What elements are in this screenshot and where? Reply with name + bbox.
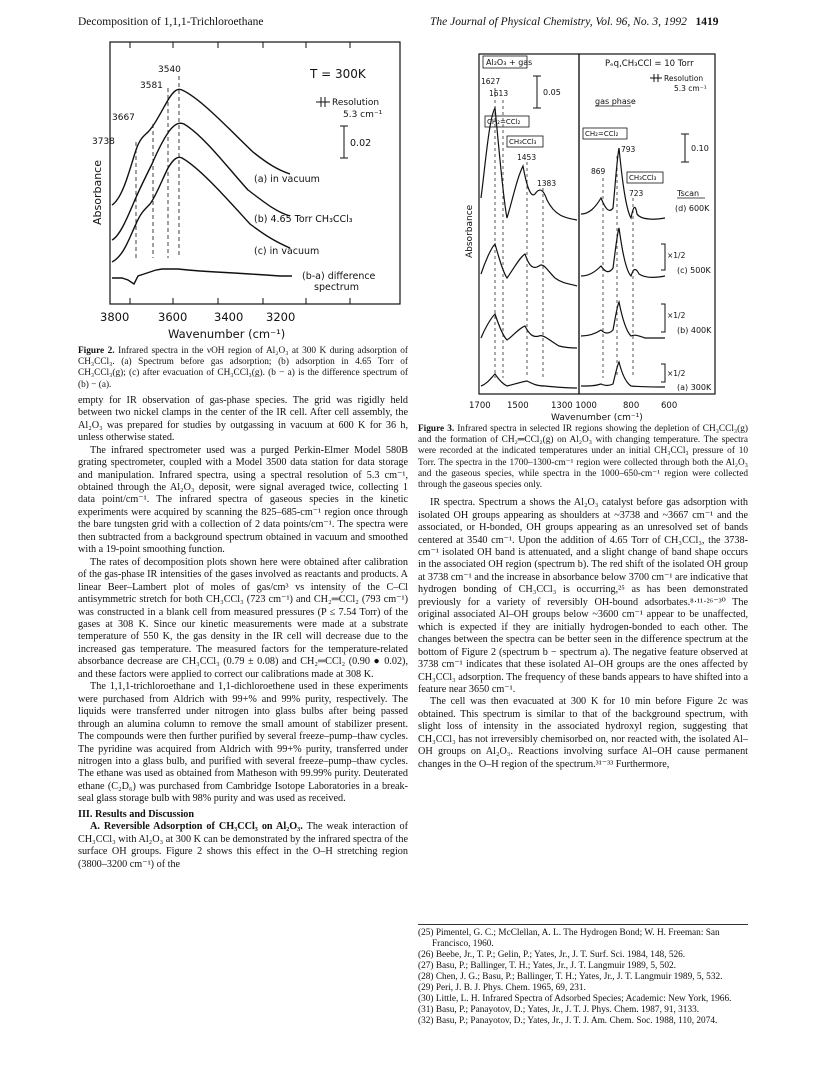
fig3-species-4: CH₃CCl₃ <box>629 174 657 182</box>
reference-26: (26) Beebe, Jr., T. P.; Gelin, P.; Yates, Jr., J. T. Surf. Sci. 1984, 148, 526. <box>418 950 686 960</box>
fig3-scale-bar-2 <box>681 134 689 162</box>
figure-3-spectra <box>455 48 745 448</box>
fig2-peak-markers <box>136 76 179 258</box>
fig3-resolution-label: Resolution <box>664 74 704 83</box>
fig3-right-trace-d <box>581 148 665 219</box>
fig3-scale-bar-1 <box>533 76 541 108</box>
fig3-multiplier-brackets <box>661 244 665 382</box>
fig2-scale-value: 0.02 <box>350 138 372 149</box>
fig3-right-spectra <box>581 148 665 387</box>
fig3-mult-c: ×1/2 <box>667 251 686 260</box>
figure-3-caption-text: Infrared spectra in selected IR regions showing the depletion of CH₃CCl₃(g) and the formation of CH₂═CCl₂(g) on Al₂O₃ with changing temperature. The spectra were recorded at the indicated temperatures under an initial CH₃CCl₃ pressure of 10 Torr. The spectra in the 1700–1300-cm⁻¹ region were collected through both the Al₂O₃ and the gaseous species, while spectra in the 1000–650-cm⁻¹ region were collected through the gaseous species only. <box>418 424 748 491</box>
fig2-peak-3581: 3581 <box>140 81 163 91</box>
fig2-ylabel: Absorbance <box>91 159 104 225</box>
reference-30: (30) Little, L. H. Infrared Spectra of Adsorbed Species; Academic: New York, 1966. <box>418 994 732 1004</box>
right-paragraph-2: The cell was then evacuated at 300 K for 10 min before Figure 2c was obtained. This spectrum is similar to that of the background spectrum, with slight loss of intensity in the associated hydroxyl region, suggesting that CH₃CCl₃ has not irreversibly chemisorbed on, nor reacted with, the isolated Al–OH groups on Al₂O₃. Reactions involving surface Al–OH cause permanent changes in the O–H region of the spectrum.³¹⁻³³ Furthermore, <box>418 696 748 770</box>
page-number: 1419 <box>695 16 719 28</box>
fig3-xtick-1300-1000: 1300 1000 <box>551 401 597 411</box>
right-paragraph-1: IR spectra. Spectrum a shows the Al₂O₃ catalyst before gas adsorption with isolated OH groups appearing as shoulders at ~3738 and ~3667 cm⁻¹ and the associated, or H-bonded, OH groups appearing as an unresolved set of bands centered at 3540 cm⁻¹. Upon the addition of 4.65 Torr of CH₃CCl₃, the 3738-cm⁻¹ isolated OH band is attenuated, and a slight change of band shape occurs in the associated OH region (spectrum b). The red shift of the isolated OH group at 3738 cm⁻¹ and the increase in absorbance below 3700 cm⁻¹ are indicative that hydrogen bonding of CH₃CCl₃ is occurring,²⁵ as has been demonstrated previously for a variety of reversibly OH-bound adsorbates.⁸·¹¹·²⁶⁻³⁰ The original associated Al–OH groups below ~3600 cm⁻¹ appear to be unaffected, which is expected if they are initially hydrogen-bonded to each other. The changes between the spectra can be better seen in the difference spectrum at the bottom of Figure 2 (spectrum b − spectrum a). The negative feature observed at 3738 cm⁻¹ indicates that these isolated Al–OH groups are the ones affected by CH₃CCl₃ adsorption. The frequency of these bands appears to have shifted into a feature near 3650 cm⁻¹. <box>418 497 749 696</box>
fig3-left-trace-c <box>481 244 577 286</box>
fig3-peak-793: 793 <box>621 145 636 154</box>
fig3-scale-2: 0.10 <box>691 144 709 153</box>
fig2-temperature: T = 300K <box>310 67 366 81</box>
left-paragraph-5-text: The weak interaction of CH₃CCl₃ with Al₂O₃ at 300 K can be demonstrated by the infrared spectra of the surface OH groups. Figure 2 shows this effect in the O–H stretching region (3800–3200 cm⁻¹) of the <box>78 821 408 870</box>
fig2-top-ticks <box>130 42 350 304</box>
fig3-peak-1627: 1627 <box>481 77 501 86</box>
fig3-trace-label-d: (d) 600K <box>675 204 710 213</box>
fig3-left-spectra <box>481 108 577 388</box>
references-rule <box>418 924 748 925</box>
fig3-right-trace-b <box>581 302 665 338</box>
figure-2-spectra <box>78 40 408 340</box>
fig3-ylabel: Absorbance <box>465 204 475 258</box>
fig3-right-trace-c <box>581 228 665 277</box>
fig3-peak-1613: 1613 <box>489 89 509 98</box>
fig2-xtick-3800: 3800 <box>100 310 130 324</box>
fig3-species-3: CH₂=CCl₂ <box>585 130 619 138</box>
fig3-trace-label-a: (a) 300K <box>677 383 712 392</box>
fig2-label-c: (c) in vacuum <box>254 246 320 257</box>
fig3-box-label: Al₂O₃ + gas <box>486 58 533 67</box>
fig3-peak-869: 869 <box>591 167 606 176</box>
reference-27: (27) Basu, P.; Ballinger, T. H.; Yates, Jr., J. T. Langmuir 1989, 5, 502. <box>418 961 676 971</box>
section-heading: III. Results and Discussion <box>78 808 195 820</box>
fig2-scale-bar <box>340 126 348 158</box>
fig2-peak-3738: 3738 <box>92 137 115 147</box>
fig2-spectrum-difference <box>112 269 292 284</box>
fig2-label-a: (a) in vacuum <box>254 174 320 185</box>
fig3-peak-1453: 1453 <box>517 153 537 162</box>
fig3-resolution-icon <box>650 74 662 82</box>
figure-3-caption <box>418 424 748 491</box>
fig2-peak-3667: 3667 <box>112 113 135 123</box>
references <box>418 928 748 1027</box>
figure-3 <box>455 48 745 448</box>
fig3-peak-1383: 1383 <box>537 179 557 188</box>
fig3-right-trace-a <box>581 362 665 387</box>
left-paragraph-4: The 1,1,1-trichloroethane and 1,1-dichloroethene used in these experiments were purchased from Aldrich with 99+% and 99% purity, respectively. The liquids were transferred under nitrogen into glass bulbs after being passed through an alumina column to remove the small amount of stabilizer present. The compounds were then further purified by several freeze–pump–thaw cycles. The pyridine was acquired from Aldrich with 99+% purity, transferred under nitrogen into a glass bulb, and purified with several freeze–pump–thaw cycles. The ethane was used as obtained from Matheson with 99.99% purity. Deuterated ethane (C₂D₆) was purchased from Cambridge Isotope Laboratories in a break-seal glass storage bulb with 98% purity and was used as received. <box>78 681 408 805</box>
fig2-xtick-3200: 3200 <box>266 310 296 324</box>
fig2-resolution-icon <box>316 97 330 107</box>
fig3-peq: Pₑq,CH₃CCl = 10 Torr <box>605 59 694 69</box>
figure-2-caption-label: Figure 2. <box>78 346 115 356</box>
fig2-spectrum-a <box>112 89 290 205</box>
right-column <box>418 424 748 771</box>
reference-28: (28) Chen, J. G.; Basu, P.; Ballinger, T. H.; Yates, Jr., J. T. Langmuir 1989, 5, 532. <box>418 972 723 982</box>
fig3-species-2: CH₃CCl₃ <box>509 138 537 146</box>
fig3-mult-b: ×1/2 <box>667 311 686 320</box>
running-header-journal <box>430 16 718 28</box>
fig3-frame-left <box>479 54 579 394</box>
subsection-heading: A. Reversible Adsorption of CH₃CCl₃ on Al₂O₃. <box>90 821 303 833</box>
fig2-label-b: (b) 4.65 Torr CH₃CCl₃ <box>254 214 353 225</box>
fig3-resolution-value: 5.3 cm⁻¹ <box>674 84 707 93</box>
left-paragraph-3: The rates of decomposition plots shown here were obtained after calibration of the gas-phase IR intensities of the gases involved as reactants and products. A linear Beer–Lambert plot of moles of gas/cm³ vs intensity of the C–Cl antisymmetric stretch for both CH₃CCl₃ (723 cm⁻¹) and CH₂═CCl₂ (793 cm⁻¹) was constructed in a blank cell from measured pressures (P ≤ 7.54 Torr) of the gases at 308 K. Since our kinetic measurements were made at a substrate temperature of 550 K, the gas density in the IR cell will decrease due to the increased gas temperature. The measured factors for the temperature-related absorbance decrease are CH₃CCl₃ (0.79 ± 0.08) and CH₂═CCl₂ (0.90 ● 0.02), and these factors were applied to correct our calibrations made at 308 K. <box>78 556 408 680</box>
reference-31: (31) Basu, P.; Panayotov, D.; Yates, Jr., J. T. J. Phys. Chem. 1987, 91, 3133. <box>418 1005 700 1015</box>
reference-25: (25) Pimentel, G. C.; McClellan, A. L. The Hydrogen Bond; W. H. Freeman: San Francisco, 1960. <box>418 928 720 949</box>
fig2-xtick-3400: 3400 <box>214 310 244 324</box>
fig3-xtick-600: 600 <box>661 401 678 411</box>
fig3-xtick-800: 800 <box>623 401 640 411</box>
figure-2-caption <box>78 346 408 391</box>
left-paragraph-2: The infrared spectrometer used was a purged Perkin-Elmer Model 580B grating spectrometer, coupled with a Model 3500 data station for data storage and manipulation. Infrared spectra, using a spectral resolution of 5.3 cm⁻¹, obtained through the Al₂O₃ deposit, were signal averaged twice, collecting 1 data point/cm⁻¹. The infrared spectra of gaseous species in the kinetic experiments were acquired by scanning the 825–685-cm⁻¹ region once through the bare tungsten grid with a collection of 2 data points/cm⁻¹. The spectra were then subtracted from a background spectrum obtained in vacuum and smoothed with a 19-point smoothing function. <box>78 444 408 556</box>
fig3-mult-a: ×1/2 <box>667 369 686 378</box>
fig3-xtick-1500: 1500 <box>507 401 529 411</box>
fig3-gas-phase: gas phase <box>595 97 636 106</box>
reference-32: (32) Basu, P.; Panayotov, D.; Yates, Jr., J. T. J. Am. Chem. Soc. 1988, 110, 2074. <box>418 1016 718 1026</box>
figure-2 <box>78 40 408 340</box>
fig3-scale-1: 0.05 <box>543 88 561 97</box>
fig3-tscan: Tscan <box>677 189 700 198</box>
fig2-resolution-value: 5.3 cm⁻¹ <box>343 110 383 120</box>
fig3-left-trace-a <box>481 374 577 388</box>
left-paragraph-1: empty for IR observation of gas-phase species. The grid was rigidly held between two nickel clamps in the center of the IR cell. After cell assembly, the Al₂O₃ was prepared for studies by outgassing in vacuum at 600 K for 36 h, unless otherwise stated. <box>78 394 408 444</box>
fig2-resolution-label: Resolution <box>332 98 380 108</box>
journal-citation: The Journal of Physical Chemistry, Vol. 96, No. 3, 1992 <box>430 16 687 28</box>
fig3-species-1: CH₂=CCl₂ <box>487 118 521 126</box>
running-header-title: Decomposition of 1,1,1-Trichloroethane <box>78 16 264 28</box>
fig2-label-diff: (b-a) difference <box>302 271 376 282</box>
fig2-peak-3540: 3540 <box>158 65 181 75</box>
fig3-trace-label-c: (c) 500K <box>677 266 711 275</box>
fig3-trace-label-b: (b) 400K <box>677 326 712 335</box>
fig2-xlabel: Wavenumber (cm⁻¹) <box>168 327 286 340</box>
fig2-xtick-3600: 3600 <box>158 310 188 324</box>
reference-29: (29) Peri, J. B. J. Phys. Chem. 1965, 69, 231. <box>418 983 586 993</box>
fig3-xtick-1700: 1700 <box>469 401 491 411</box>
figure-2-caption-text: Infrared spectra in the νOH region of Al₂O₃ at 300 K during adsorption of CH₃CCl₃. (a) Spectrum before gas adsorption; (b) adsorption in 4.65 Torr of CH₃CCl₃(g); (c) after evacuation of CH₃CCl₃(g). (b − a) is the difference spectrum of (b) − (a). <box>78 346 408 390</box>
fig3-peak-723: 723 <box>629 189 644 198</box>
left-paragraph-5 <box>78 821 408 871</box>
fig2-label-spectrum: spectrum <box>314 282 359 293</box>
fig3-xlabel: Wavenumber (cm⁻¹) <box>551 413 643 423</box>
figure-3-caption-label: Figure 3. <box>418 424 455 434</box>
left-column <box>78 346 408 871</box>
fig3-left-trace-b <box>481 314 577 348</box>
